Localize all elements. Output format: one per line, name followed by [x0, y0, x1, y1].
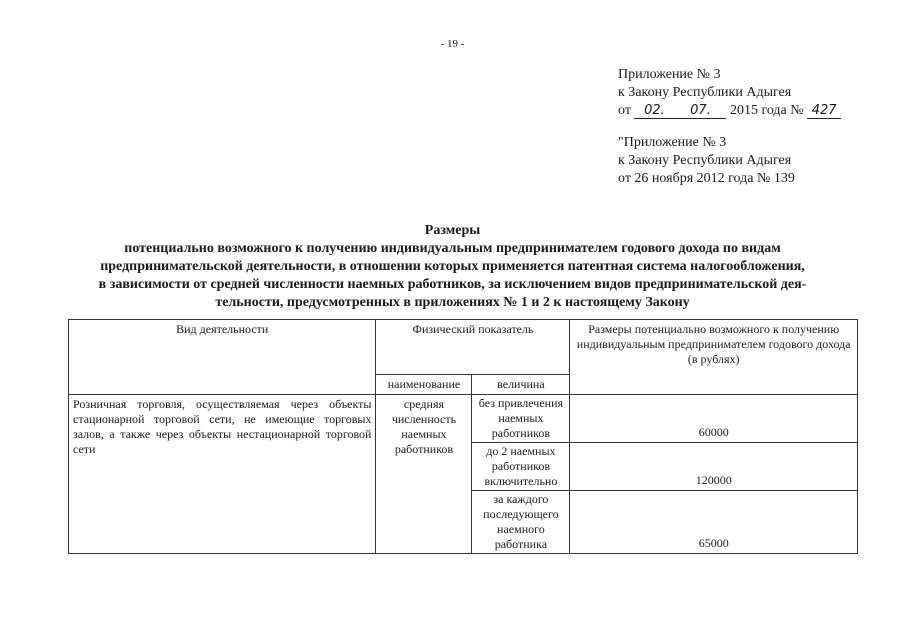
appendix-current-line2: к Закону Республики Адыгея [618, 85, 792, 100]
appendix-current-line1: Приложение № 3 [618, 67, 721, 82]
date-year-text: 2015 года № [729, 103, 804, 118]
appendix-original-block [618, 134, 795, 188]
header-income: Размеры потенциально возможного к получению индивидуальным предпринимателем годового дохода (в рублях) [570, 320, 858, 395]
handwritten-day: 02. [634, 104, 674, 119]
appendix-current-block [618, 66, 841, 120]
income-cell-3: 65000 [570, 491, 858, 554]
title-line4: в зависимости от средней численности наемных работников, за исключением видов предпринимательской дея- [98, 277, 807, 292]
appendix-current-date-line [618, 102, 841, 120]
header-physical-indicator: Физический показатель [376, 320, 570, 375]
header-name: наименование [376, 375, 472, 395]
value-cell-3: за каждого последующего наемного работника [472, 491, 570, 554]
header-activity: Вид деятельности [69, 320, 376, 395]
value-cell-1: без привлечения наемных работников [472, 395, 570, 443]
handwritten-number: 427 [807, 104, 841, 119]
appendix-original-line3: от 26 ноября 2012 года № 139 [618, 171, 795, 186]
income-cell-2: 120000 [570, 443, 858, 491]
date-prefix: от [618, 103, 631, 118]
document-title [60, 222, 845, 312]
handwritten-month: 07. [674, 104, 726, 119]
appendix-original-line1: "Приложение № 3 [618, 135, 727, 150]
title-line2: потенциально возможного к получению индивидуальным предпринимателем годового дохода по видам [124, 241, 781, 256]
page-number: - 19 - [440, 38, 465, 50]
appendix-original-line2: к Закону Республики Адыгея [618, 153, 792, 168]
table-row [69, 395, 858, 443]
title-line1: Размеры [424, 223, 481, 238]
indicator-name-cell: средняя численность наемных работников [376, 395, 472, 554]
title-line5: тельности, предусмотренных в приложениях № 1 и 2 к настоящему Закону [215, 295, 690, 310]
income-table [68, 319, 858, 554]
title-line3: предпринимательской деятельности, в отношении которых применяется патентная система налогообложения, [100, 259, 805, 274]
table-header-row [69, 320, 858, 375]
income-cell-1: 60000 [570, 395, 858, 443]
activity-cell: Розничная торговля, осуществляемая через объекты стационарной торговой сети, не имеющие торговых залов, а также через объекты нестационарной торговой сети [69, 395, 376, 554]
value-cell-2: до 2 наемных работников включительно [472, 443, 570, 491]
header-value: величина [472, 375, 570, 395]
